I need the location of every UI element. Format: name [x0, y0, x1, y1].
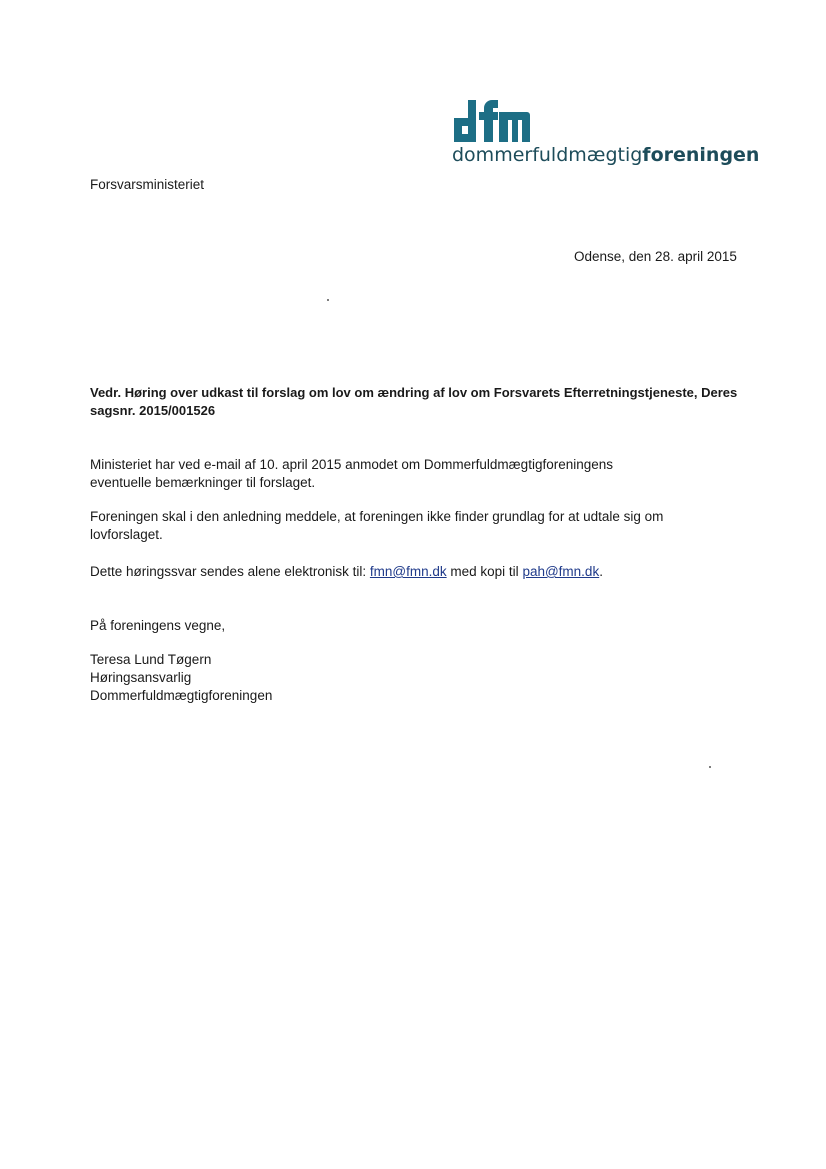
dfm-logo: [452, 98, 760, 170]
paragraph-2-line-2: lovforslaget.: [90, 527, 163, 542]
letter-date: Odense, den 28. april 2015: [574, 249, 737, 264]
dfm-logo-mark: [452, 98, 530, 144]
paragraph-1: [90, 456, 613, 492]
logo-wordmark-bold: foreningen: [642, 144, 760, 166]
paragraph-2-line-1: Foreningen skal i den anledning meddele, at foreningen ikke finder grundlag for at udtale sig om: [90, 509, 664, 524]
signature-name: Teresa Lund Tøgern: [90, 652, 212, 667]
subject-line-2: sagsnr. 2015/001526: [90, 403, 216, 418]
logo-wordmark: [452, 144, 759, 166]
recipient: Forsvarsministeriet: [90, 177, 205, 192]
paragraph-1-line-1: Ministeriet har ved e-mail af 10. april 2015 anmodet om Dommerfuldmægtigforeningens: [90, 457, 613, 472]
signature-block: [90, 651, 272, 705]
scan-speck: [709, 766, 711, 768]
paragraph-3-prefix: Dette høringssvar sendes alene elektronisk til:: [90, 564, 367, 579]
signature-title: Høringsansvarlig: [90, 670, 192, 685]
email-link-pah[interactable]: pah@fmn.dk: [522, 564, 600, 579]
paragraph-1-line-2: eventuelle bemærkninger til forslaget.: [90, 475, 316, 490]
paragraph-3: [90, 563, 603, 581]
paragraph-2: [90, 508, 663, 544]
signature-organization: Dommerfuldmægtigforeningen: [90, 688, 273, 703]
email-link-fmn[interactable]: fmn@fmn.dk: [369, 564, 447, 579]
paragraph-3-suffix: .: [599, 564, 603, 579]
scan-speck: [327, 299, 329, 301]
subject-line-1: Vedr. Høring over udkast til forslag om lov om ændring af lov om Forsvarets Efterretningstjeneste, Deres: [90, 385, 738, 400]
logo-wordmark-light: dommerfuldmægtig: [452, 144, 643, 166]
subject: [90, 384, 737, 420]
paragraph-3-middle: med kopi til: [450, 564, 519, 579]
closing: På foreningens vegne,: [90, 618, 226, 633]
